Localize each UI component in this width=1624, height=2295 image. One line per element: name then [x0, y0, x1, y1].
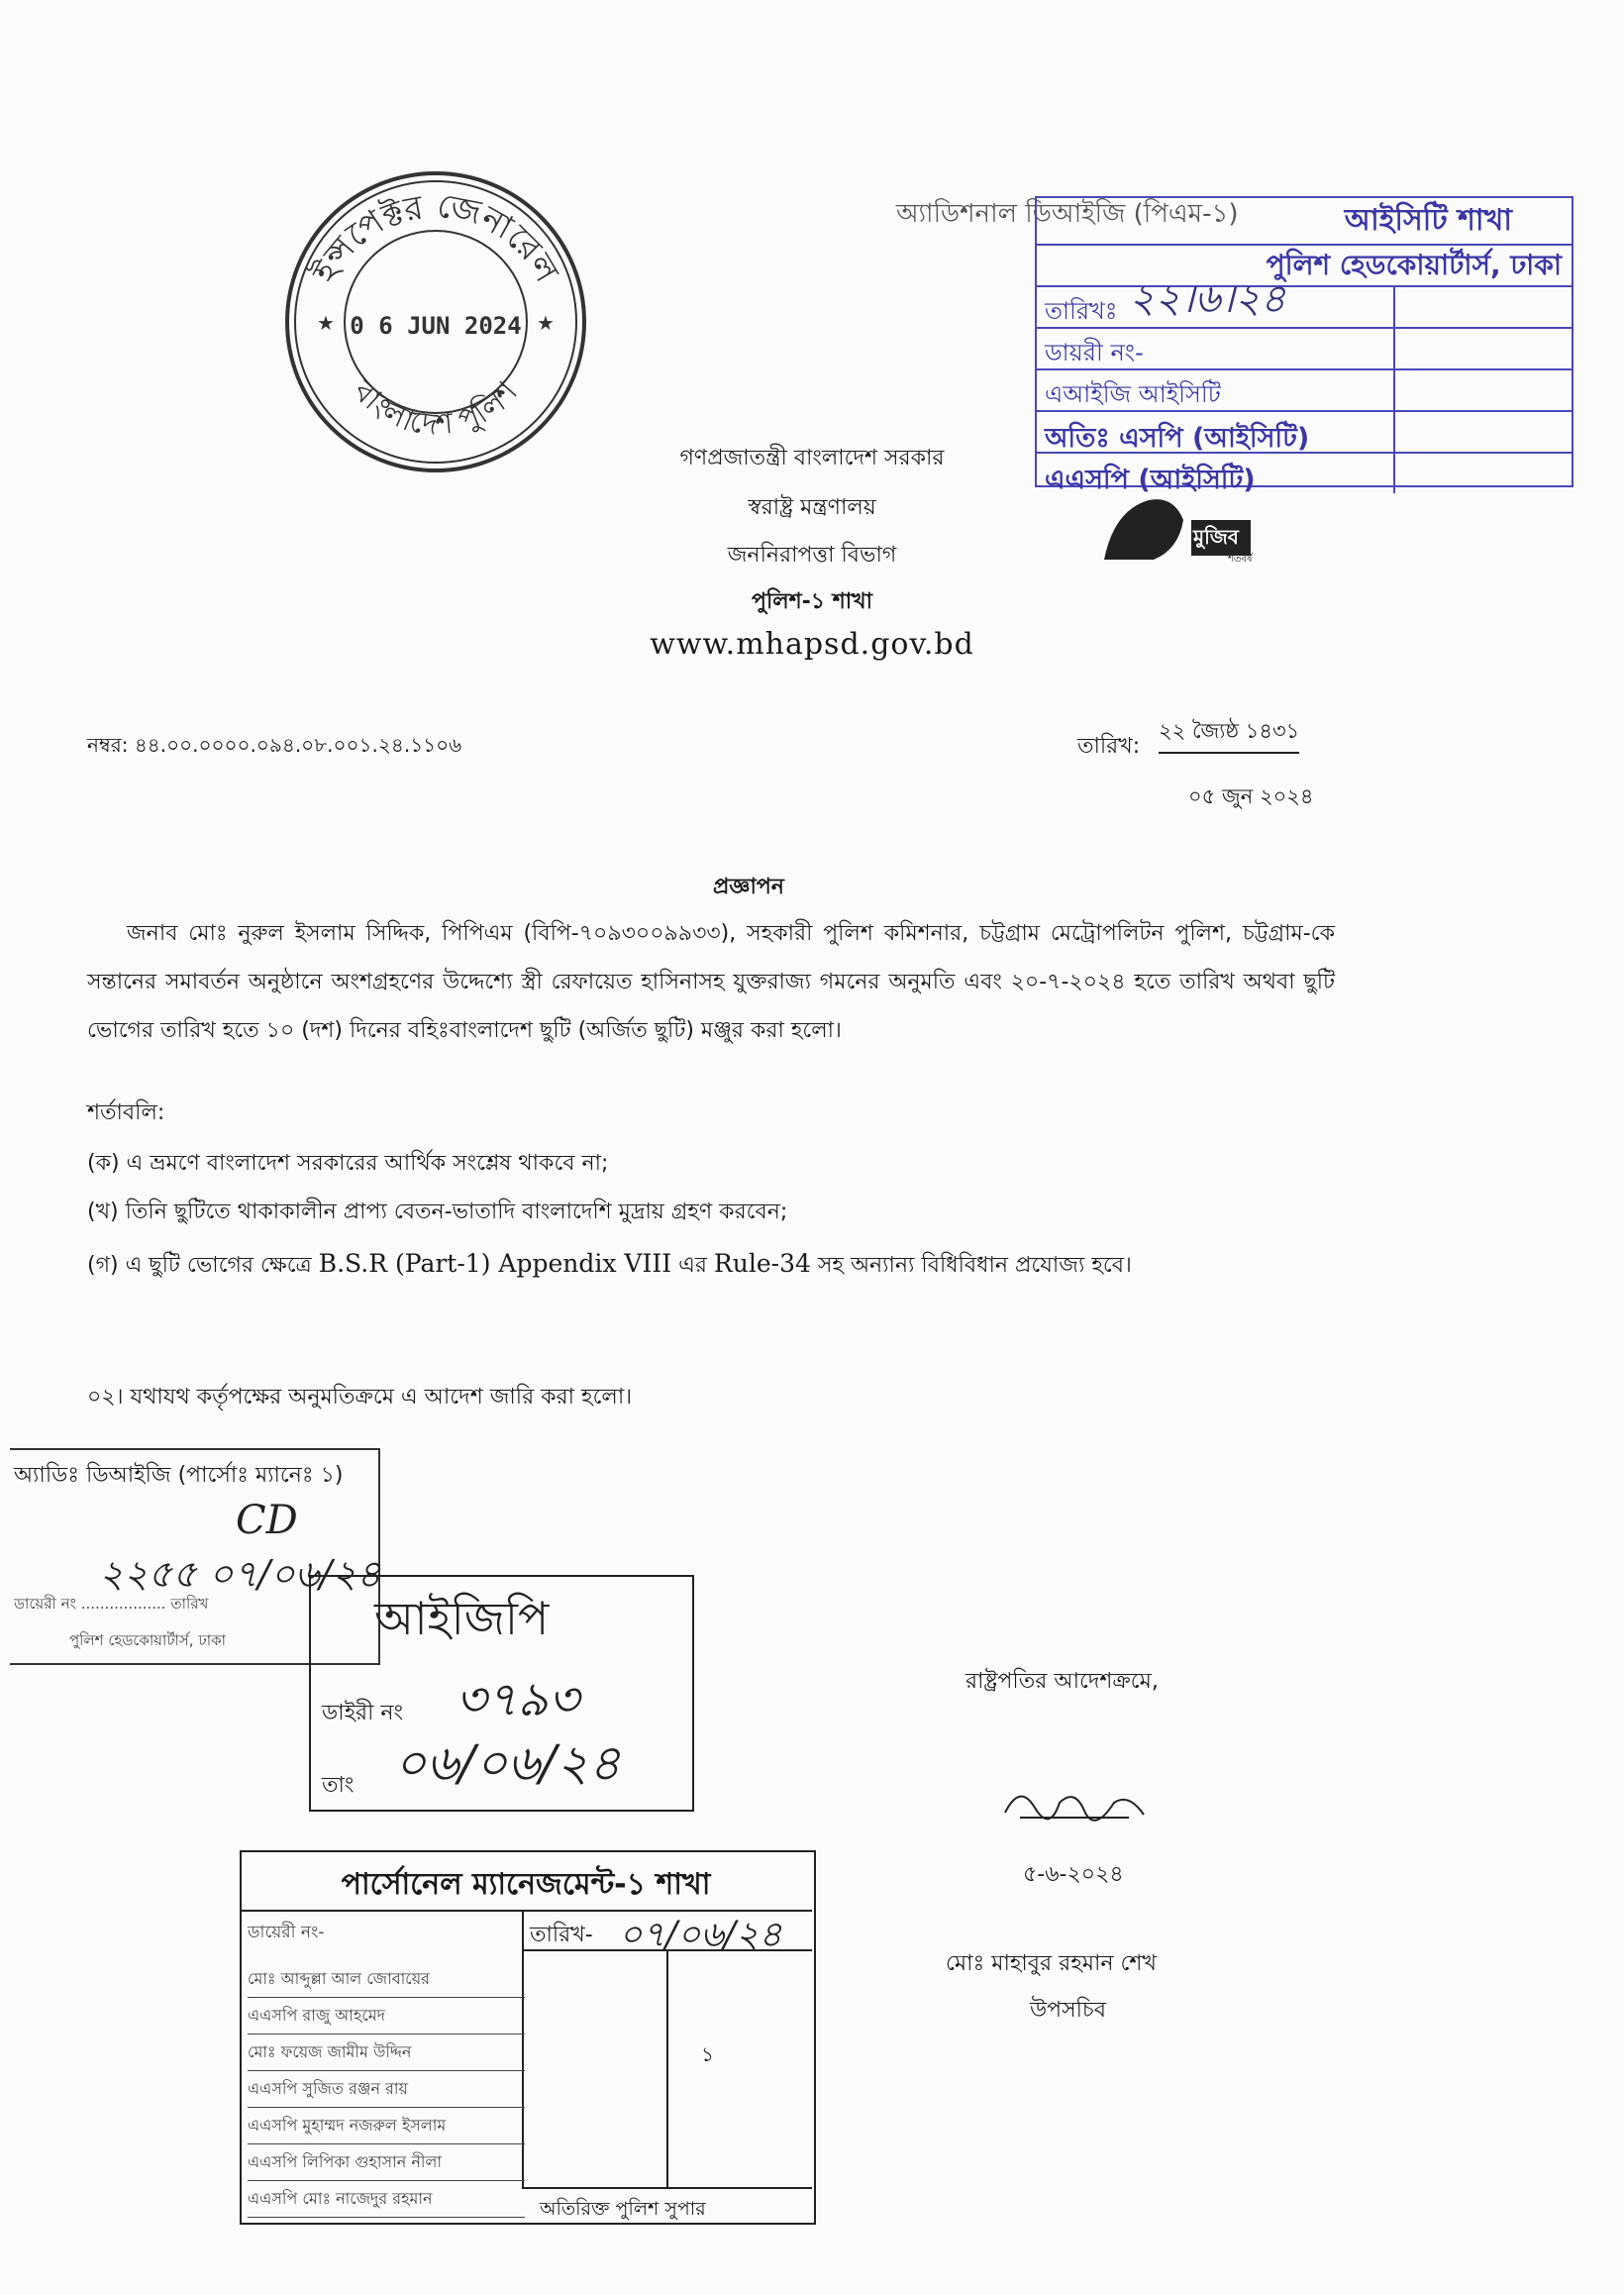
ict-row-label: তারিখঃ	[1045, 297, 1118, 325]
pm-name: এএসপি লিপিকা গুহাসান নীলা	[248, 2144, 525, 2181]
ict-row-label: এএসপি (আইসিটি)	[1045, 465, 1256, 495]
ict-handwritten-date: ২২।৬।২৪	[1129, 276, 1286, 322]
pm-name: এএসপি রাজু আহমেদ	[248, 1998, 525, 2034]
sign-date: ৫-৬-২০২৪	[1023, 1862, 1124, 1887]
ig-seal	[277, 163, 594, 480]
seal-date: 0 6 JUN 2024	[350, 312, 522, 340]
ict-stamp-title: আইসিটি শাখা	[1037, 198, 1572, 246]
logo-sub: শতবর্ষ	[1228, 554, 1253, 565]
igp-date-value: ০৬/০৬/২৪	[394, 1734, 621, 1792]
condition-c	[87, 1240, 1335, 1289]
order-paragraph: ০২। যথাযথ কর্তৃপক্ষের অনুমতিক্রমে এ আদেশ জারি করা হলো।	[87, 1385, 633, 1409]
seal-graphic	[277, 163, 594, 480]
letterhead-ministry: স্বরাষ্ট্র মন্ত্রণালয়	[748, 495, 876, 520]
date-label: তারিখ:	[1077, 734, 1141, 759]
pm-date-label: তারিখ-	[530, 1923, 593, 1947]
ict-row-label: অতিঃ এসপি (আইসিটি)	[1045, 423, 1310, 454]
igp-diary-label: ডাইরী নং	[322, 1701, 404, 1725]
pm-footer: অতিরিক্ত পুলিশ সুপার	[540, 2198, 706, 2220]
pm-name: এএসপি সুজিত রঞ্জন রায়	[248, 2071, 525, 2108]
igp-diary-value: ৩৭৯৩	[456, 1672, 579, 1727]
addl-stamp-number: ২২৫৫ ০৭/০৬/২৪	[99, 1552, 381, 1596]
notice-title: প্রজ্ঞাপন	[713, 875, 784, 899]
ict-row	[1037, 329, 1572, 370]
signer-designation: উপসচিব	[1030, 1998, 1107, 2023]
pm-name: মোঃ ফয়েজ জামীম উদ্দিন	[248, 2034, 525, 2071]
condition-c-rule-ref: B.S.R (Part-1) Appendix VIII	[318, 1249, 672, 1278]
condition-c-mid: এর	[671, 1253, 714, 1278]
date-english: ০৫ জুন ২০২৪	[1188, 784, 1314, 808]
signer-name: মোঃ মাহাবুর রহমান শেখ	[946, 1951, 1157, 1976]
ict-stamp-subtitle: পুলিশ হেডকোয়ার্টার্স, ঢাকা	[1037, 246, 1572, 287]
pm-name: এএসপি মোঃ নাজেদুর রহমান	[248, 2181, 525, 2218]
date-bangla: ২২ জ্যৈষ্ঠ ১৪৩১	[1159, 715, 1299, 754]
pm-divider	[666, 1949, 668, 2187]
conditions-title: শর্তাবলি:	[87, 1100, 165, 1125]
pm-diary-label: ডায়েরী নং-	[248, 1923, 325, 1942]
ict-row	[1037, 370, 1572, 412]
signature-scribble	[1000, 1773, 1149, 1832]
igp-stamp-title: আইজিপি	[374, 1592, 550, 1645]
pm-name: এএসপি মুহাম্মদ নজরুল ইসলাম	[248, 2108, 525, 2144]
seal-top-text: ইন্সপেক্টর জেনারেল	[304, 185, 567, 289]
sign-order-line: রাষ্ট্রপতির আদেশক্রমে,	[965, 1669, 1159, 1694]
condition-c-pre: (গ) এ ছুটি ভোগের ক্ষেত্রে	[87, 1253, 319, 1278]
logo-text: মুজিব	[1193, 525, 1239, 549]
memo-number: নম্বর: ৪৪.০০.০০০০.০৯৪.০৮.০০১.২৪.১১০৬	[87, 733, 462, 757]
pm-stamp-title: পার্সোনেল ম্যানেজমেন্ট-১ শাখা	[341, 1867, 711, 1902]
pm-name: মোঃ আব্দুল্লা আল জোবায়ের	[248, 1961, 525, 1998]
pm-date-value: ০৭/০৬/২৪	[619, 1915, 782, 1955]
condition-c-rule: Rule-34	[713, 1249, 811, 1278]
condition-b: (খ) তিনি ছুটিতে থাকাকালীন প্রাপ্য বেতন-ভাতাদি বাংলাদেশি মুদ্রায় গ্রহণ করবেন;	[87, 1200, 788, 1224]
ict-row-label: ডায়রী নং-	[1045, 339, 1144, 366]
addl-stamp-row: পুলিশ হেডকোয়ার্টার্স, ঢাকা	[69, 1631, 227, 1649]
addl-stamp-mark: CD	[236, 1498, 298, 1543]
svg-text:ইন্সপেক্টর জেনারেল	[304, 185, 566, 289]
body-paragraph: জনাব মোঃ নুরুল ইসলাম সিদ্দিক, পিপিএম (বিপি-৭০৯৩০০৯৯৩৩), সহকারী পুলিশ কমিশনার, চট্টগ্রাম মেট্রোপলিটন পুলিশ, চট্টগ্রাম-কে সন্তানের সমাবর্তন অনুষ্ঠানে অংশগ্রহণের উদ্দেশ্যে স্ত্রী রেফায়েত হাসিনাসহ যুক্তরাজ্য গমনের অনুমতি এবং ২০-৭-২০২৪ হতে তারিখ অথবা ছুটি ভোগের তারিখ হতে ১০ (দশ) দিনের বহিঃবাংলাদেশ ছুটি (অর্জিত ছুটি) মঞ্জুর করা হলো।	[87, 921, 1335, 1043]
pm-count: ১	[701, 2042, 714, 2066]
letterhead-division: জননিরাপত্তা বিভাগ	[727, 543, 897, 568]
igp-date-label: তাং	[322, 1773, 355, 1798]
seal-bottom-text: বাংলাদেশ পুলিশ	[346, 373, 525, 443]
pm-name-list	[248, 1961, 525, 2218]
letterhead-government: গণপ্রজাতন্ত্রী বাংলাদেশ সরকার	[679, 446, 945, 470]
ict-overline: অ্যাডিশনাল ডিআইজি (পিএম-১)	[896, 199, 1239, 229]
seal-star-icon: ★	[537, 311, 555, 335]
addl-stamp-row: ডায়েরী নং .................. তারিখ	[14, 1595, 209, 1613]
pm-divider	[522, 2187, 812, 2189]
ict-row	[1037, 287, 1572, 329]
ict-row-label: এআইজি আইসিটি	[1045, 380, 1221, 408]
letterhead-website: www.mhapsd.gov.bd	[650, 627, 974, 662]
condition-c-post: সহ অন্যান্য বিধিবিধান প্রযোজ্য হবে।	[810, 1253, 1132, 1278]
addl-stamp-title: অ্যাডিঃ ডিআইজি (পার্সোঃ ম্যানেঃ ১)	[14, 1463, 344, 1488]
letterhead-branch: পুলিশ-১ শাখা	[752, 589, 872, 614]
seal-star-icon: ★	[317, 311, 335, 335]
svg-text:বাংলাদেশ পুলিশ	[346, 373, 526, 443]
condition-a: (ক) এ ভ্রমণে বাংলাদেশ সরকারের আর্থিক সংশ্লেষ থাকবে না;	[87, 1151, 609, 1176]
